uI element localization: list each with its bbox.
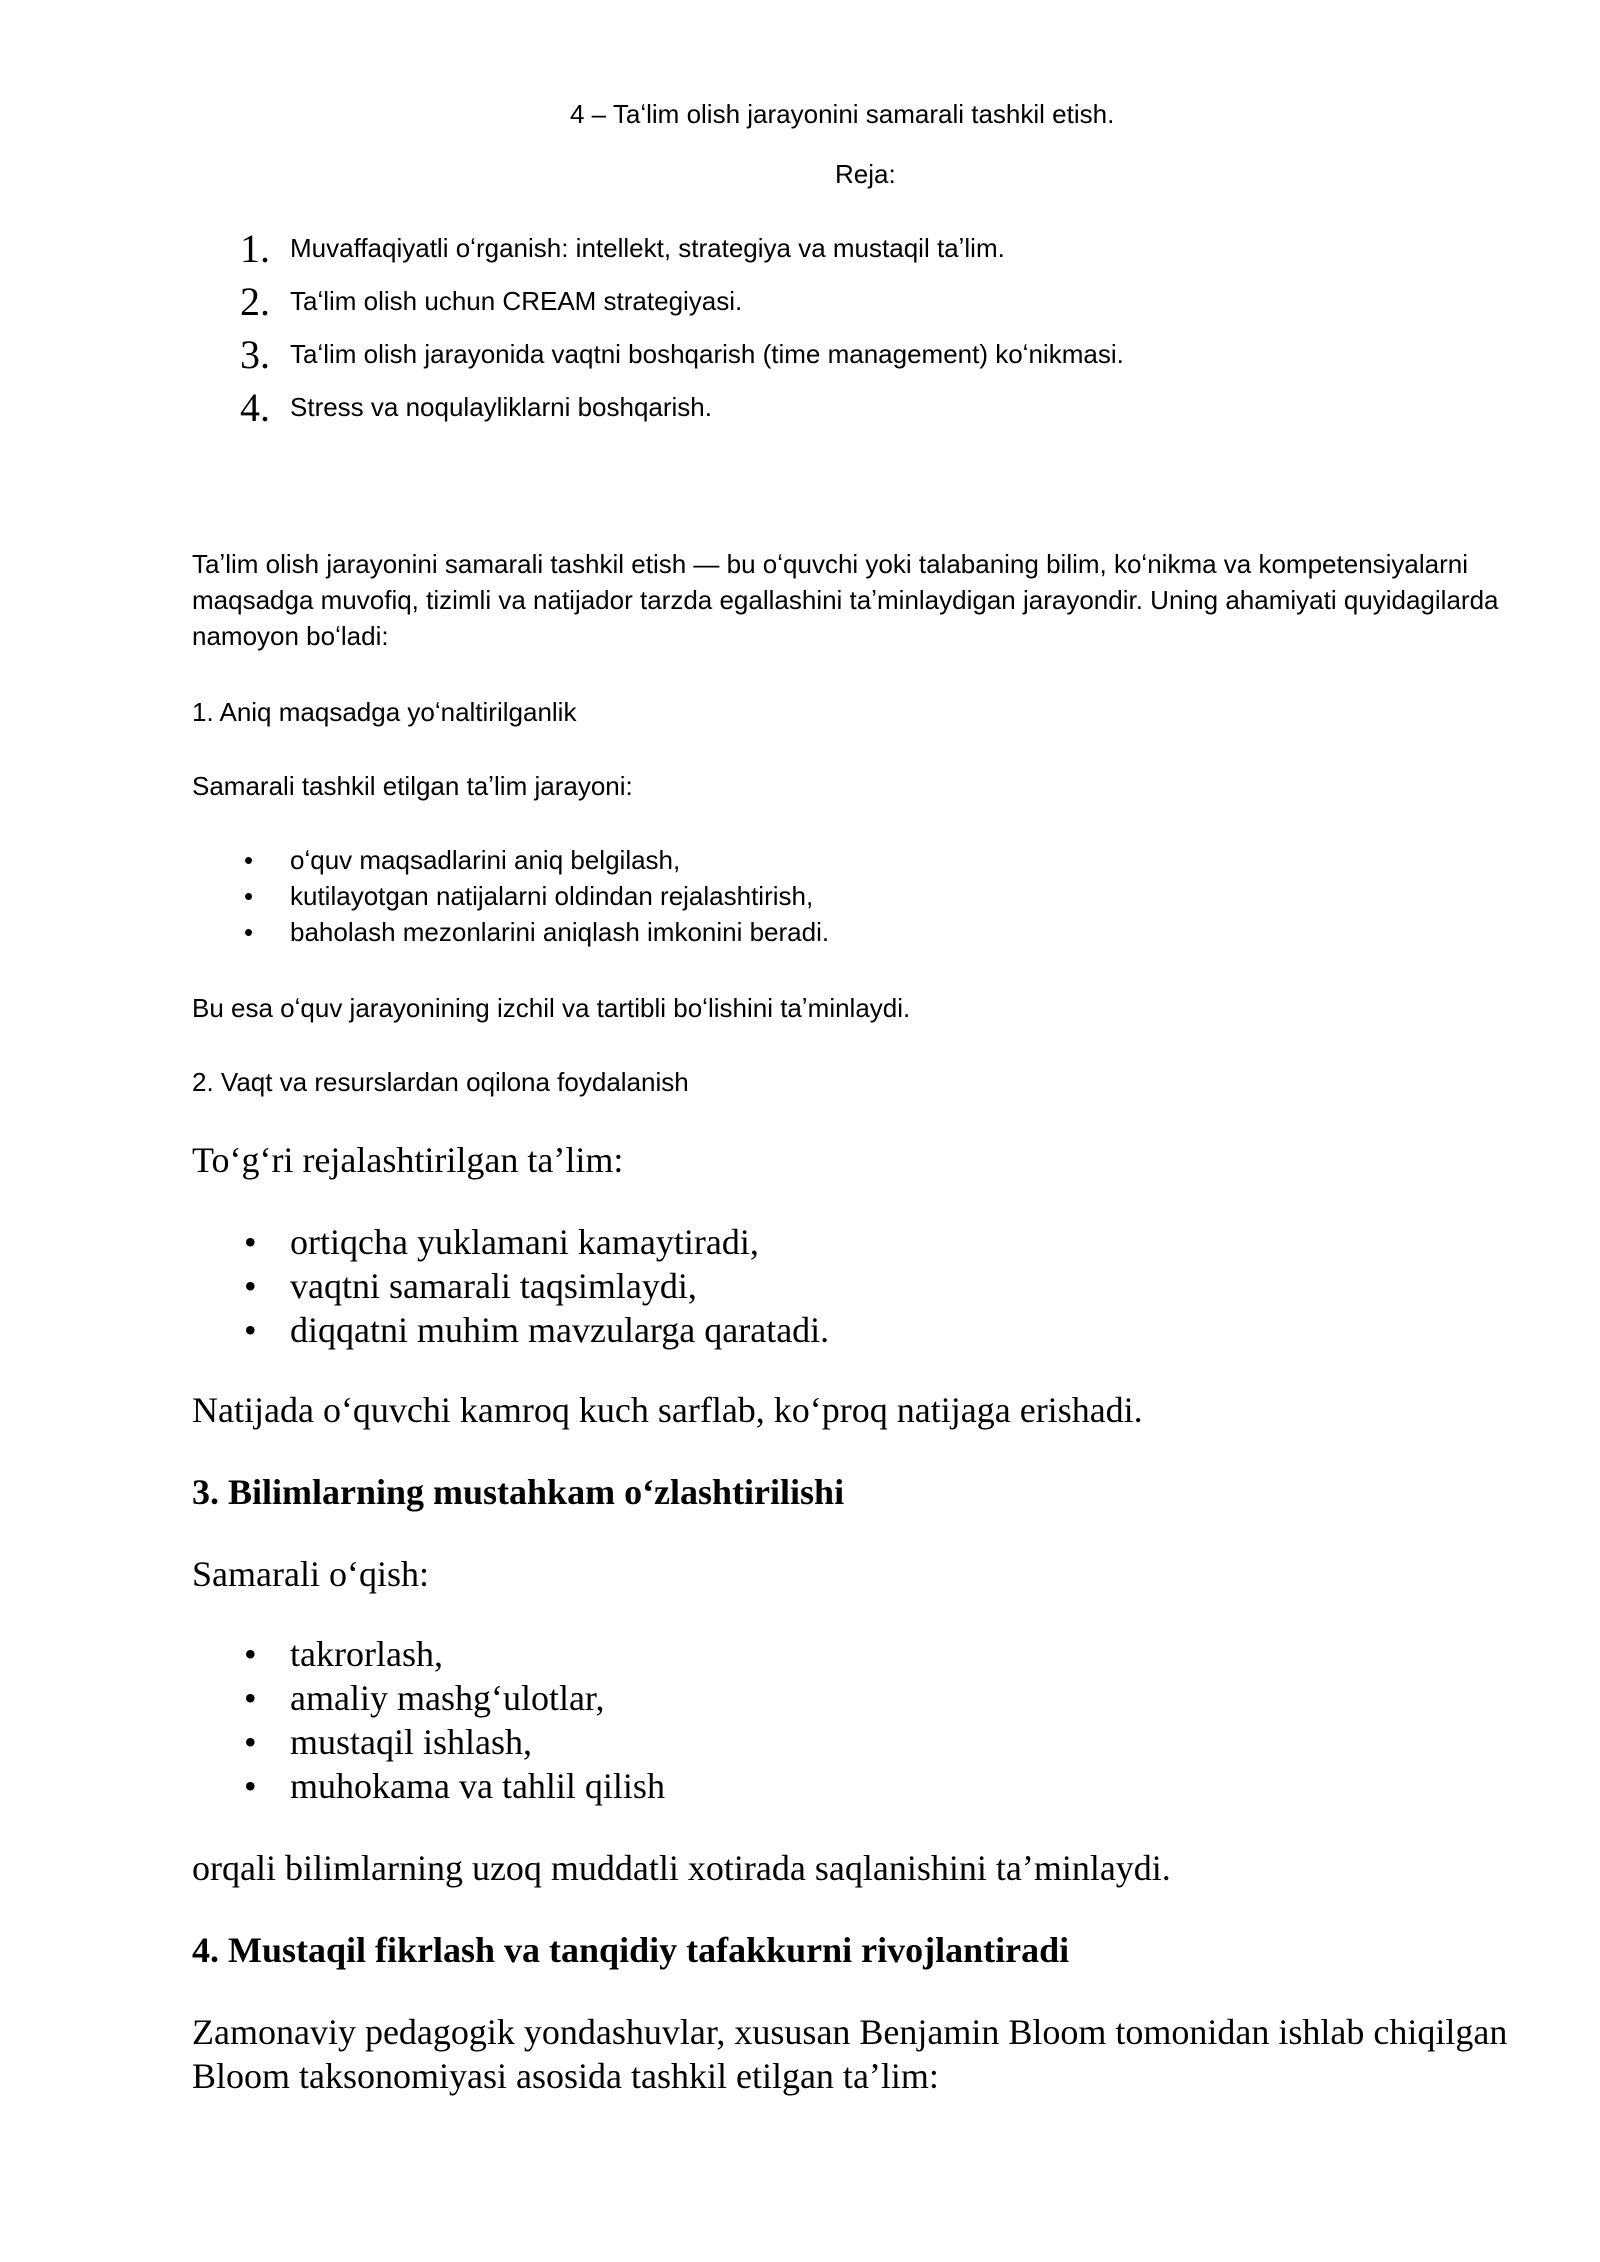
section1-bullet-list (192, 842, 1392, 950)
list-item-text: diqqatni muhim mavzularga qaratadi. (290, 1310, 830, 1350)
list-item (192, 914, 1392, 950)
bullet-icon: • (244, 1222, 257, 1262)
list-item-text: vaqtni samarali taqsimlaydi, (290, 1266, 697, 1306)
plan-item-number: 1. (240, 226, 270, 271)
list-item-text: ortiqcha yuklamani kamaytiradi, (290, 1222, 759, 1262)
bullet-icon: • (244, 1722, 257, 1762)
bullet-icon: • (244, 1678, 257, 1718)
list-item-text: oʻquv maqsadlarini aniq belgilash, (290, 845, 681, 875)
section1-heading: 1. Aniq maqsadga yoʻnaltirilganlik (192, 697, 577, 727)
section1-closing: Bu esa oʻquv jarayonining izchil va tartibli boʻlishini taʼminlaydi. (192, 993, 911, 1023)
plan-item-text: Muvaffaqiyatli oʻrganish: intellekt, strategiya va mustaqil taʼlim. (290, 233, 1005, 263)
bullet-icon: • (244, 845, 254, 875)
section3-bullet-list (192, 1632, 1492, 1808)
list-item-text: amaliy mashgʻulotlar, (290, 1678, 605, 1718)
plan-item-number: 3. (240, 332, 270, 377)
list-item-text: mustaqil ishlash, (290, 1722, 532, 1762)
section2-closing: Natijada oʻquvchi kamroq kuch sarflab, koʻproq natijaga erishadi. (192, 1390, 1143, 1430)
section2-heading: 2. Vaqt va resurslardan oqilona foydalanish (192, 1067, 689, 1097)
section2-lead: Toʻgʻri rejalashtirilgan taʼlim: (192, 1140, 624, 1180)
plan-item-number: 2. (240, 279, 270, 324)
list-item (192, 1220, 1492, 1264)
plan-item (240, 381, 1540, 434)
plan-item-text: Taʻlim olish uchun CREAM strategiyasi. (290, 286, 743, 316)
bullet-icon: • (244, 1634, 257, 1674)
list-item (192, 1632, 1492, 1676)
bullet-icon: • (244, 917, 254, 947)
plan-item-text: Taʻlim olish jarayonida vaqtni boshqarish (time management) koʻnikmasi. (290, 339, 1124, 369)
section3-lead: Samarali oʻqish: (192, 1554, 429, 1594)
list-item (192, 1264, 1492, 1308)
section1-lead: Samarali tashkil etilgan taʼlim jarayoni: (192, 771, 633, 801)
section3-closing: orqali bilimlarning uzoq muddatli xotirada saqlanishini taʼminlaydi. (192, 1848, 1171, 1888)
section3-heading: 3. Bilimlarning mustahkam oʻzlashtirilishi (192, 1472, 845, 1512)
section4-body: Zamonaviy pedagogik yondashuvlar, xususan Benjamin Bloom tomonidan ishlab chiqilgan Bloom taksonomiyasi asosida tashkil etilgan taʼlim: (192, 2012, 1508, 2096)
list-item-text: baholash mezonlarini aniqlash imkonini beradi. (290, 917, 830, 947)
list-item (192, 842, 1392, 878)
bullet-icon: • (244, 1266, 257, 1306)
plan-item (240, 222, 1540, 275)
plan-item-text: Stress va noqulayliklarni boshqarish. (290, 392, 712, 422)
plan-item-number: 4. (240, 385, 270, 430)
bullet-icon: • (244, 881, 254, 911)
list-item (192, 1720, 1492, 1764)
plan-list (240, 222, 1540, 434)
list-item (192, 878, 1392, 914)
list-item-text: kutilayotgan natijalarni oldindan rejalashtirish, (290, 881, 814, 911)
document-title: 4 – Taʻlim olish jarayonini samarali tashkil etish. (570, 99, 1115, 129)
intro-paragraph: Taʼlim olish jarayonini samarali tashkil etish — bu oʻquvchi yoki talabaning bilim, koʻnikma va kompetensiyalarni maqsadga muvofiq, tizimli va natijador tarzda egallashini taʼminlaydigan jarayondir. Uning ahamiyati quyidagilarda namoyon boʻladi: (192, 549, 1499, 651)
section2-bullet-list (192, 1220, 1492, 1352)
section4-heading: 4. Mustaqil fikrlash va tanqidiy tafakkurni rivojlantiradi (192, 1930, 1070, 1970)
list-item (192, 1308, 1492, 1352)
bullet-icon: • (244, 1766, 257, 1806)
list-item-text: muhokama va tahlil qilish (290, 1766, 665, 1806)
list-item (192, 1676, 1492, 1720)
list-item-text: takrorlash, (290, 1634, 443, 1674)
plan-item (240, 328, 1540, 381)
list-item (192, 1764, 1492, 1808)
bullet-icon: • (244, 1310, 257, 1350)
plan-item (240, 275, 1540, 328)
plan-heading: Reja: (835, 159, 896, 189)
